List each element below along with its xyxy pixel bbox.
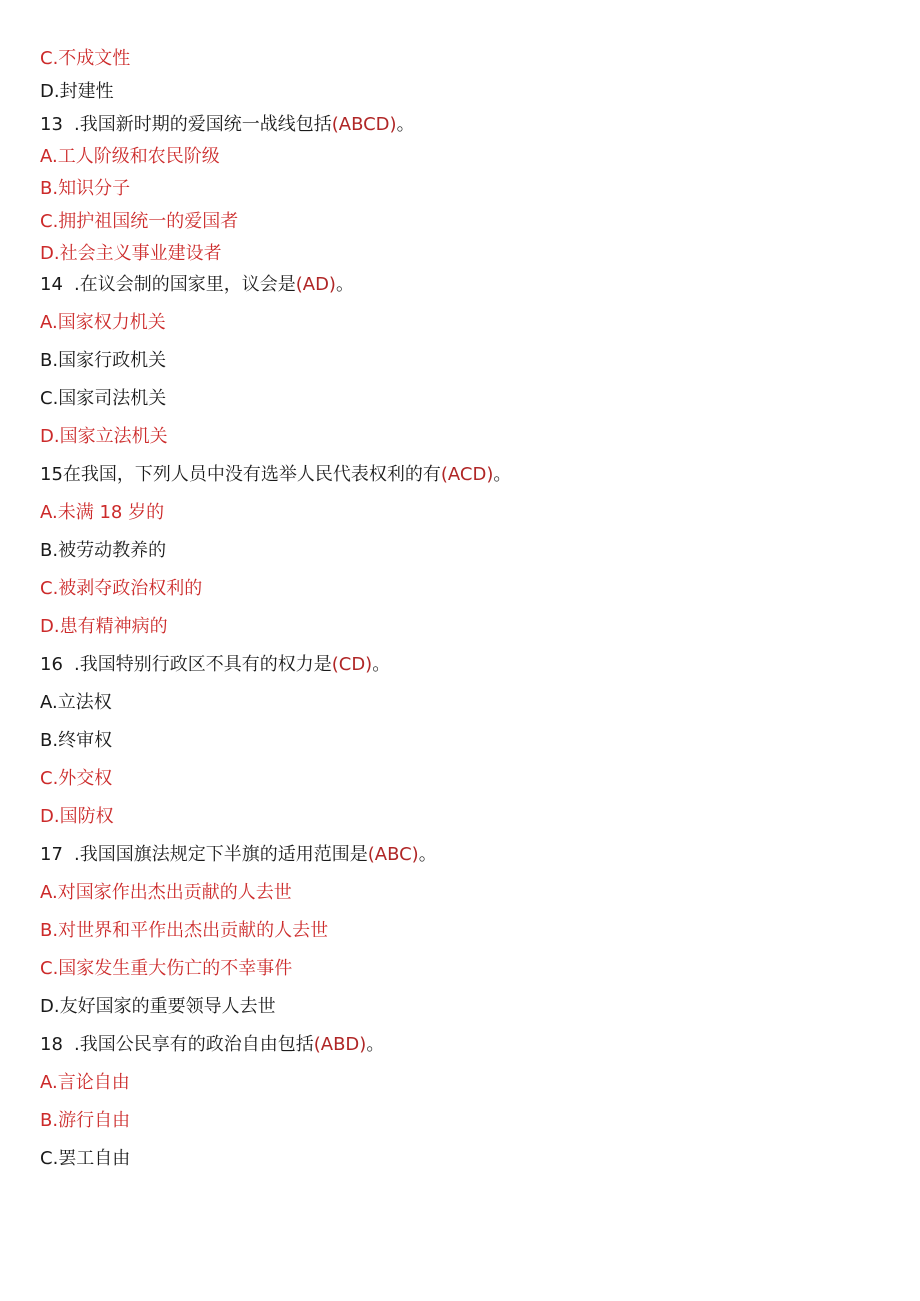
answer-option: A.立法权: [40, 692, 112, 713]
question-number: 18: [40, 1034, 63, 1055]
question-tail: 。: [396, 114, 415, 135]
question-tail: 。: [335, 274, 354, 295]
answer-option: D.患有精神病的: [40, 616, 168, 637]
question-answer: (CD): [331, 654, 373, 675]
question-answer: (ACD): [440, 464, 494, 485]
question-tail: 。: [366, 1034, 385, 1055]
answer-option: B.被劳动教养的: [40, 540, 167, 561]
question-answer: (ABC): [367, 844, 419, 865]
answer-option: B.终审权: [40, 730, 113, 751]
question-tail: 。: [493, 464, 512, 485]
answer-option: D.国防权: [40, 806, 114, 827]
answer-option: C.外交权: [40, 768, 113, 789]
question-line: [40, 463, 511, 487]
answer-option: A.工人阶级和农民阶级: [40, 146, 220, 167]
answer-option: B.国家行政机关: [40, 350, 167, 371]
answer-option: B.游行自由: [40, 1110, 131, 1131]
question-stem: .我国特别行政区不具有的权力是: [74, 654, 332, 675]
answer-option: C.不成文性: [40, 48, 131, 69]
question-tail: 。: [372, 654, 391, 675]
answer-option: C.国家发生重大伤亡的不幸事件: [40, 958, 293, 979]
question-stem: .我国公民享有的政治自由包括: [74, 1034, 314, 1055]
question-line: [40, 113, 415, 137]
question-number: 14: [40, 274, 63, 295]
question-line: [40, 653, 390, 677]
question-stem: 在我国，下列人员中没有选举人民代表权利的有: [62, 464, 441, 485]
question-answer: (ABCD): [331, 114, 397, 135]
answer-option: A.言论自由: [40, 1072, 130, 1093]
answer-option: D.友好国家的重要领导人去世: [40, 996, 276, 1017]
answer-option: C.被剥夺政治权利的: [40, 578, 203, 599]
answer-option: D.封建性: [40, 81, 114, 102]
answer-option: D.社会主义事业建设者: [40, 243, 222, 264]
answer-option: A.未满 18 岁的: [40, 502, 165, 523]
question-number: 17: [40, 844, 63, 865]
answer-option: C.拥护祖国统一的爱国者: [40, 211, 239, 232]
answer-option: C.国家司法机关: [40, 388, 167, 409]
answer-option: B.对世界和平作出杰出贡献的人去世: [40, 920, 329, 941]
question-line: [40, 1033, 384, 1057]
question-stem: .我国国旗法规定下半旗的适用范围是: [74, 844, 368, 865]
question-answer: (ABD): [313, 1034, 367, 1055]
question-number: 16: [40, 654, 63, 675]
question-stem: .我国新时期的爱国统一战线包括: [74, 114, 332, 135]
question-tail: 。: [418, 844, 437, 865]
question-number: 15: [40, 464, 63, 485]
answer-option: B.知识分子: [40, 178, 131, 199]
question-answer: (AD): [295, 274, 336, 295]
question-stem: .在议会制的国家里，议会是: [74, 274, 296, 295]
question-number: 13: [40, 114, 63, 135]
answer-option: D.国家立法机关: [40, 426, 168, 447]
answer-option: A.国家权力机关: [40, 312, 166, 333]
answer-option: A.对国家作出杰出贡献的人去世: [40, 882, 292, 903]
question-line: [40, 273, 354, 297]
answer-option: C.罢工自由: [40, 1148, 131, 1169]
question-line: [40, 843, 437, 867]
